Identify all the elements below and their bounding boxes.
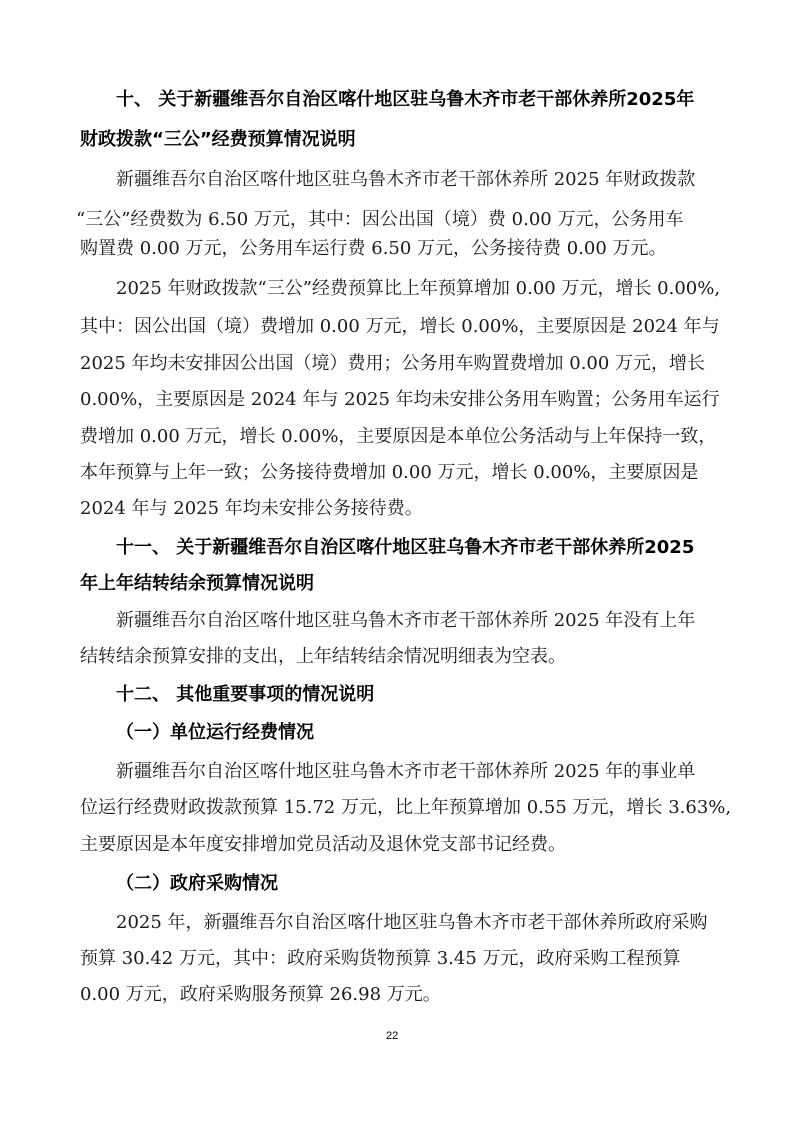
section-12-sub1-heading: （一）单位运行经费情况 (116, 722, 314, 743)
section-10-para2-line3: 2025 年均未安排因公出国（境）费用；公务用车购置费增加 0.00 万元，增长 (80, 353, 706, 374)
section-10-heading-line1: 十、 关于新疆维吾尔自治区喀什地区驻乌鲁木齐市老干部休养所2025年 (116, 89, 695, 110)
section-11-para-line2: 结转结余预算安排的支出，上年结转结余情况明细表为空表。 (80, 646, 566, 667)
section-10-para2-line7: 2024 年与 2025 年均未安排公务接待费。 (80, 498, 423, 519)
section-11-heading-line1: 十一、 关于新疆维吾尔自治区喀什地区驻乌鲁木齐市老干部休养所2025 (116, 537, 695, 558)
section-10-para2-line6: 本年预算与上年一致；公务接待费增加 0.00 万元，增长 0.00%，主要原因是 (80, 462, 699, 483)
section-12-sub1-para-line1: 新疆维吾尔自治区喀什地区驻乌鲁木齐市老干部休养所 2025 年的事业单 (116, 761, 696, 782)
section-10-para2-line4: 0.00%，主要原因是 2024 年与 2025 年均未安排公务用车购置；公务用车运行 (80, 389, 720, 410)
section-12-heading: 十二、 其他重要事项的情况说明 (116, 684, 375, 705)
section-12-sub2-para-line1: 2025 年，新疆维吾尔自治区喀什地区驻乌鲁木齐市老干部休养所政府采购 (116, 912, 708, 933)
section-10-heading-line2: 财政拨款“三公”经费预算情况说明 (80, 129, 356, 150)
section-12-sub2-para-line3: 0.00 万元，政府采购服务预算 26.98 万元。 (80, 984, 441, 1005)
section-12-sub1-para-line3: 主要原因是本年度安排增加党员活动及退休党支部书记经费。 (80, 834, 566, 855)
section-10-para2-line1: 2025 年财政拨款“三公”经费预算比上年预算增加 0.00 万元，增长 0.00%, (116, 278, 721, 299)
section-12-sub2-para-line2: 预算 30.42 万元，其中：政府采购货物预算 3.45 万元，政府采购工程预算 (80, 948, 681, 969)
section-10-para1-line1: 新疆维吾尔自治区喀什地区驻乌鲁木齐市老干部休养所 2025 年财政拨款 (116, 169, 696, 190)
section-11-para-line1: 新疆维吾尔自治区喀什地区驻乌鲁木齐市老干部休养所 2025 年没有上年 (116, 610, 696, 631)
section-10-para2-line2: 其中：因公出国（境）费增加 0.00 万元，增长 0.00%，主要原因是 2024 年与 (80, 316, 720, 337)
section-12-sub2-heading: （二）政府采购情况 (116, 873, 278, 894)
section-12-sub1-para-line2: 位运行经费财政拨款预算 15.72 万元，比上年预算增加 0.55 万元，增长 3.63%, (80, 797, 732, 818)
section-10-para1-line3: 购置费 0.00 万元，公务用车运行费 6.50 万元，公务接待费 0.00 万元。 (80, 238, 667, 259)
section-10-para1-line2: “三公”经费数为 6.50 万元，其中：因公出国（境）费 0.00 万元，公务用车 (76, 209, 684, 230)
section-10-para2-line5: 费增加 0.00 万元，增长 0.00%，主要原因是本单位公务活动与上年保持一致， (80, 426, 717, 447)
page-number: 22 (386, 1030, 399, 1042)
section-11-heading-line2: 年上年结转结余预算情况说明 (80, 573, 314, 594)
